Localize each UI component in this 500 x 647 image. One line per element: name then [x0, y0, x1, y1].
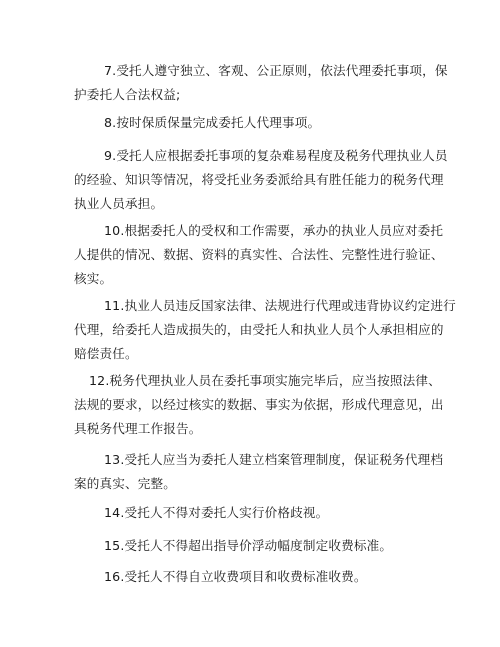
- clause-10-line-2: 人提供的情况、数据、资料的真实性、合法性、完整性进行验证、: [74, 247, 444, 262]
- clause-14-line-1: 14.受托人不得对委托人实行价格歧视。: [104, 505, 329, 520]
- clause-9-line-1: 9.受托人应根据委托事项的复杂难易程度及税务代理执业人员: [104, 148, 448, 163]
- clause-12-line-3: 具税务代理工作报告。: [74, 421, 202, 436]
- clause-9-line-2: 的经验、知识等情况，将受托业务委派给具有胜任能力的税务代理: [74, 172, 444, 187]
- clause-13: [74, 448, 444, 496]
- clause-10: [74, 219, 444, 291]
- clause-7-line-2: 护委托人合法权益;: [74, 87, 181, 102]
- clause-16: [104, 565, 367, 589]
- clause-9-line-3: 执业人员承担。: [74, 196, 164, 211]
- clause-13-line-1: 13.受托人应当为委托人建立档案管理制度，保证税务代理档: [104, 452, 444, 467]
- clause-12-line-1: 12.税务代理执业人员在委托事项实施完毕后，应当按照法律、: [89, 373, 441, 388]
- clause-16-line-1: 16.受托人不得自立收费项目和收费标准收费。: [104, 569, 367, 584]
- clause-8: [104, 111, 320, 135]
- clause-7: [74, 59, 448, 107]
- clause-7-line-1: 7.受托人遵守独立、客观、公正原则，依法代理委托事项，保: [104, 63, 448, 78]
- clause-15-line-1: 15.受托人不得超出指导价浮动幅度制定收费标准。: [104, 538, 393, 553]
- clause-10-line-1: 10.根据委托人的受权和工作需要，承办的执业人员应对委托: [104, 223, 444, 238]
- clause-10-line-3: 核实。: [74, 271, 113, 286]
- clause-11-line-2: 代理，给委托人造成损失的，由受托人和执业人员个人承担相应的: [74, 322, 444, 337]
- clause-14: [104, 501, 328, 525]
- clause-15: [104, 534, 392, 558]
- clause-11-line-1: 11.执业人员违反国家法律、法规进行代理或违背协议约定进行: [104, 298, 456, 313]
- clause-8-line-1: 8.按时保质保量完成委托人代理事项。: [104, 115, 321, 130]
- clause-11: [74, 294, 456, 366]
- clause-9: [74, 144, 448, 216]
- clause-11-line-3: 赔偿责任。: [74, 346, 138, 361]
- clause-13-line-2: 案的真实、完整。: [74, 476, 176, 491]
- clause-12: [74, 369, 444, 441]
- clause-12-line-2: 法规的要求，以经过核实的数据、事实为依据，形成代理意见，出: [74, 397, 444, 412]
